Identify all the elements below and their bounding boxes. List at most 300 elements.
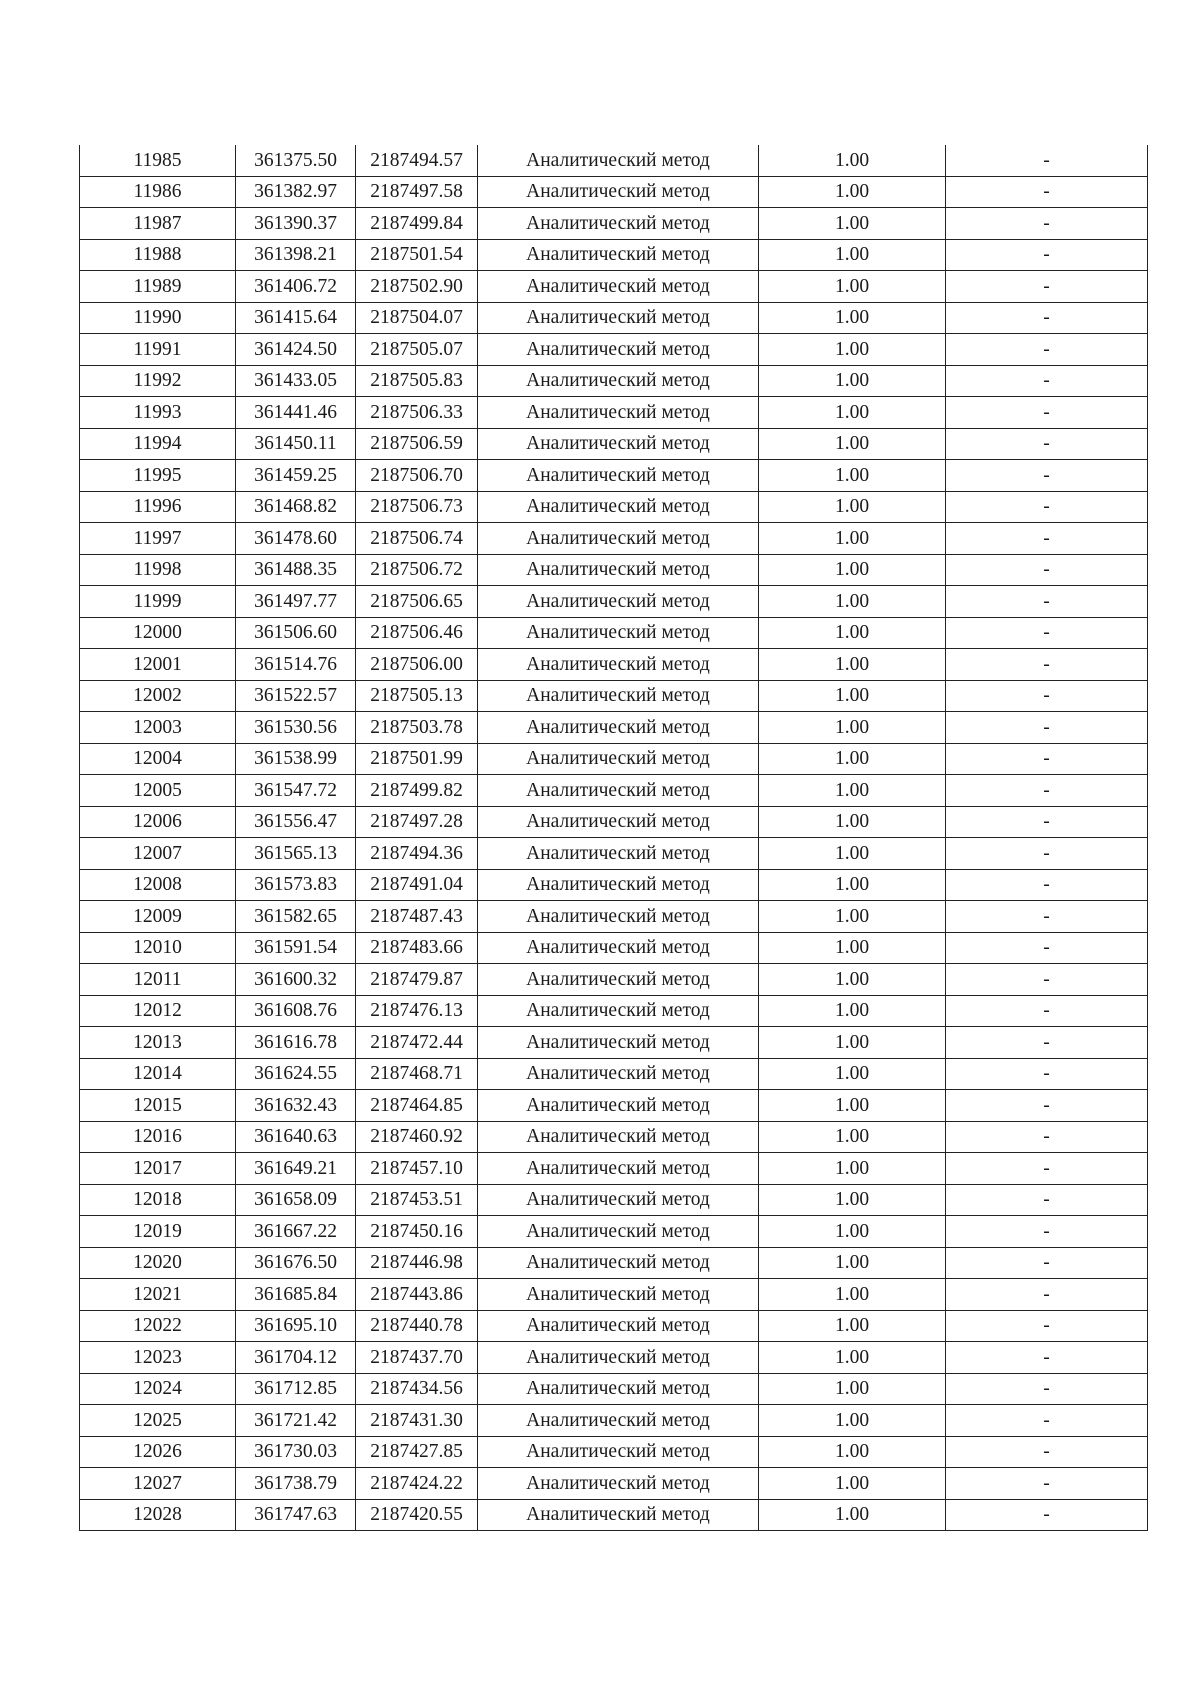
note-cell: -	[946, 208, 1148, 240]
x-coordinate-cell: 361685.84	[236, 1279, 356, 1311]
x-coordinate-cell: 361488.35	[236, 554, 356, 586]
table-row	[80, 806, 1148, 838]
method-cell: Аналитический метод	[478, 901, 759, 933]
x-coordinate-cell: 361506.60	[236, 617, 356, 649]
x-coordinate-cell: 361390.37	[236, 208, 356, 240]
x-coordinate-cell: 361406.72	[236, 271, 356, 303]
x-coordinate-cell: 361582.65	[236, 901, 356, 933]
precision-cell: 1.00	[759, 964, 946, 996]
table-row	[80, 145, 1148, 176]
method-cell: Аналитический метод	[478, 554, 759, 586]
table-row	[80, 208, 1148, 240]
point-number-cell: 12001	[80, 649, 236, 681]
x-coordinate-cell: 361649.21	[236, 1153, 356, 1185]
coordinates-table	[79, 145, 1148, 1531]
y-coordinate-cell: 2187446.98	[356, 1247, 478, 1279]
note-cell: -	[946, 743, 1148, 775]
method-cell: Аналитический метод	[478, 1247, 759, 1279]
point-number-cell: 12020	[80, 1247, 236, 1279]
point-number-cell: 12007	[80, 838, 236, 870]
precision-cell: 1.00	[759, 365, 946, 397]
point-number-cell: 11990	[80, 302, 236, 334]
method-cell: Аналитический метод	[478, 428, 759, 460]
method-cell: Аналитический метод	[478, 271, 759, 303]
point-number-cell: 12008	[80, 869, 236, 901]
note-cell: -	[946, 271, 1148, 303]
note-cell: -	[946, 1247, 1148, 1279]
note-cell: -	[946, 680, 1148, 712]
table-row	[80, 1436, 1148, 1468]
table-row	[80, 1121, 1148, 1153]
method-cell: Аналитический метод	[478, 523, 759, 555]
y-coordinate-cell: 2187483.66	[356, 932, 478, 964]
point-number-cell: 11987	[80, 208, 236, 240]
y-coordinate-cell: 2187443.86	[356, 1279, 478, 1311]
precision-cell: 1.00	[759, 460, 946, 492]
x-coordinate-cell: 361640.63	[236, 1121, 356, 1153]
x-coordinate-cell: 361433.05	[236, 365, 356, 397]
precision-cell: 1.00	[759, 1436, 946, 1468]
table-row	[80, 617, 1148, 649]
precision-cell: 1.00	[759, 176, 946, 208]
precision-cell: 1.00	[759, 838, 946, 870]
point-number-cell: 11998	[80, 554, 236, 586]
x-coordinate-cell: 361556.47	[236, 806, 356, 838]
y-coordinate-cell: 2187506.59	[356, 428, 478, 460]
y-coordinate-cell: 2187506.72	[356, 554, 478, 586]
note-cell: -	[946, 838, 1148, 870]
x-coordinate-cell: 361398.21	[236, 239, 356, 271]
note-cell: -	[946, 1310, 1148, 1342]
y-coordinate-cell: 2187476.13	[356, 995, 478, 1027]
precision-cell: 1.00	[759, 680, 946, 712]
y-coordinate-cell: 2187497.28	[356, 806, 478, 838]
note-cell: -	[946, 617, 1148, 649]
point-number-cell: 12018	[80, 1184, 236, 1216]
point-number-cell: 11986	[80, 176, 236, 208]
table-row	[80, 712, 1148, 744]
x-coordinate-cell: 361658.09	[236, 1184, 356, 1216]
x-coordinate-cell: 361738.79	[236, 1468, 356, 1500]
note-cell: -	[946, 1405, 1148, 1437]
table-row	[80, 1153, 1148, 1185]
precision-cell: 1.00	[759, 901, 946, 933]
x-coordinate-cell: 361608.76	[236, 995, 356, 1027]
method-cell: Аналитический метод	[478, 365, 759, 397]
method-cell: Аналитический метод	[478, 1058, 759, 1090]
y-coordinate-cell: 2187494.57	[356, 145, 478, 176]
y-coordinate-cell: 2187437.70	[356, 1342, 478, 1374]
table-row	[80, 932, 1148, 964]
point-number-cell: 12005	[80, 775, 236, 807]
precision-cell: 1.00	[759, 1153, 946, 1185]
precision-cell: 1.00	[759, 1027, 946, 1059]
table-row	[80, 1184, 1148, 1216]
table-row	[80, 869, 1148, 901]
note-cell: -	[946, 145, 1148, 176]
point-number-cell: 12028	[80, 1499, 236, 1531]
precision-cell: 1.00	[759, 208, 946, 240]
precision-cell: 1.00	[759, 397, 946, 429]
precision-cell: 1.00	[759, 302, 946, 334]
precision-cell: 1.00	[759, 1499, 946, 1531]
method-cell: Аналитический метод	[478, 649, 759, 681]
point-number-cell: 12003	[80, 712, 236, 744]
method-cell: Аналитический метод	[478, 838, 759, 870]
table-row	[80, 239, 1148, 271]
table-row	[80, 586, 1148, 618]
table-row	[80, 428, 1148, 460]
x-coordinate-cell: 361616.78	[236, 1027, 356, 1059]
method-cell: Аналитический метод	[478, 145, 759, 176]
note-cell: -	[946, 523, 1148, 555]
y-coordinate-cell: 2187499.84	[356, 208, 478, 240]
precision-cell: 1.00	[759, 1216, 946, 1248]
x-coordinate-cell: 361712.85	[236, 1373, 356, 1405]
y-coordinate-cell: 2187504.07	[356, 302, 478, 334]
point-number-cell: 11985	[80, 145, 236, 176]
point-number-cell: 12002	[80, 680, 236, 712]
precision-cell: 1.00	[759, 775, 946, 807]
point-number-cell: 12011	[80, 964, 236, 996]
note-cell: -	[946, 1279, 1148, 1311]
method-cell: Аналитический метод	[478, 1027, 759, 1059]
table-row	[80, 1373, 1148, 1405]
method-cell: Аналитический метод	[478, 491, 759, 523]
x-coordinate-cell: 361375.50	[236, 145, 356, 176]
point-number-cell: 12006	[80, 806, 236, 838]
method-cell: Аналитический метод	[478, 334, 759, 366]
method-cell: Аналитический метод	[478, 176, 759, 208]
note-cell: -	[946, 586, 1148, 618]
precision-cell: 1.00	[759, 1121, 946, 1153]
y-coordinate-cell: 2187440.78	[356, 1310, 478, 1342]
y-coordinate-cell: 2187431.30	[356, 1405, 478, 1437]
note-cell: -	[946, 460, 1148, 492]
y-coordinate-cell: 2187499.82	[356, 775, 478, 807]
method-cell: Аналитический метод	[478, 932, 759, 964]
note-cell: -	[946, 712, 1148, 744]
point-number-cell: 11999	[80, 586, 236, 618]
y-coordinate-cell: 2187506.73	[356, 491, 478, 523]
point-number-cell: 12017	[80, 1153, 236, 1185]
precision-cell: 1.00	[759, 712, 946, 744]
note-cell: -	[946, 775, 1148, 807]
point-number-cell: 12010	[80, 932, 236, 964]
note-cell: -	[946, 964, 1148, 996]
point-number-cell: 12009	[80, 901, 236, 933]
precision-cell: 1.00	[759, 491, 946, 523]
precision-cell: 1.00	[759, 428, 946, 460]
y-coordinate-cell: 2187497.58	[356, 176, 478, 208]
point-number-cell: 11993	[80, 397, 236, 429]
y-coordinate-cell: 2187479.87	[356, 964, 478, 996]
table-row	[80, 995, 1148, 1027]
method-cell: Аналитический метод	[478, 1090, 759, 1122]
table-row	[80, 680, 1148, 712]
note-cell: -	[946, 428, 1148, 460]
note-cell: -	[946, 932, 1148, 964]
precision-cell: 1.00	[759, 271, 946, 303]
method-cell: Аналитический метод	[478, 869, 759, 901]
x-coordinate-cell: 361632.43	[236, 1090, 356, 1122]
method-cell: Аналитический метод	[478, 743, 759, 775]
note-cell: -	[946, 1216, 1148, 1248]
table-row	[80, 838, 1148, 870]
method-cell: Аналитический метод	[478, 806, 759, 838]
method-cell: Аналитический метод	[478, 1184, 759, 1216]
x-coordinate-cell: 361514.76	[236, 649, 356, 681]
table-row	[80, 649, 1148, 681]
precision-cell: 1.00	[759, 1247, 946, 1279]
note-cell: -	[946, 806, 1148, 838]
precision-cell: 1.00	[759, 523, 946, 555]
point-number-cell: 12027	[80, 1468, 236, 1500]
precision-cell: 1.00	[759, 869, 946, 901]
y-coordinate-cell: 2187503.78	[356, 712, 478, 744]
method-cell: Аналитический метод	[478, 617, 759, 649]
method-cell: Аналитический метод	[478, 1153, 759, 1185]
x-coordinate-cell: 361624.55	[236, 1058, 356, 1090]
x-coordinate-cell: 361497.77	[236, 586, 356, 618]
method-cell: Аналитический метод	[478, 995, 759, 1027]
y-coordinate-cell: 2187505.07	[356, 334, 478, 366]
note-cell: -	[946, 365, 1148, 397]
y-coordinate-cell: 2187506.00	[356, 649, 478, 681]
table-row	[80, 1405, 1148, 1437]
note-cell: -	[946, 1184, 1148, 1216]
table-row	[80, 743, 1148, 775]
precision-cell: 1.00	[759, 932, 946, 964]
point-number-cell: 11996	[80, 491, 236, 523]
method-cell: Аналитический метод	[478, 775, 759, 807]
y-coordinate-cell: 2187494.36	[356, 838, 478, 870]
table-row	[80, 1342, 1148, 1374]
point-number-cell: 11991	[80, 334, 236, 366]
y-coordinate-cell: 2187506.65	[356, 586, 478, 618]
table-row	[80, 523, 1148, 555]
x-coordinate-cell: 361415.64	[236, 302, 356, 334]
note-cell: -	[946, 995, 1148, 1027]
note-cell: -	[946, 239, 1148, 271]
y-coordinate-cell: 2187506.74	[356, 523, 478, 555]
point-number-cell: 11997	[80, 523, 236, 555]
note-cell: -	[946, 1058, 1148, 1090]
y-coordinate-cell: 2187502.90	[356, 271, 478, 303]
x-coordinate-cell: 361591.54	[236, 932, 356, 964]
table-row	[80, 1310, 1148, 1342]
method-cell: Аналитический метод	[478, 1468, 759, 1500]
x-coordinate-cell: 361704.12	[236, 1342, 356, 1374]
precision-cell: 1.00	[759, 1058, 946, 1090]
x-coordinate-cell: 361676.50	[236, 1247, 356, 1279]
precision-cell: 1.00	[759, 806, 946, 838]
x-coordinate-cell: 361730.03	[236, 1436, 356, 1468]
y-coordinate-cell: 2187450.16	[356, 1216, 478, 1248]
precision-cell: 1.00	[759, 1184, 946, 1216]
x-coordinate-cell: 361382.97	[236, 176, 356, 208]
x-coordinate-cell: 361565.13	[236, 838, 356, 870]
note-cell: -	[946, 1436, 1148, 1468]
y-coordinate-cell: 2187464.85	[356, 1090, 478, 1122]
precision-cell: 1.00	[759, 1310, 946, 1342]
y-coordinate-cell: 2187468.71	[356, 1058, 478, 1090]
point-number-cell: 12004	[80, 743, 236, 775]
x-coordinate-cell: 361441.46	[236, 397, 356, 429]
method-cell: Аналитический метод	[478, 1342, 759, 1374]
y-coordinate-cell: 2187506.70	[356, 460, 478, 492]
method-cell: Аналитический метод	[478, 1310, 759, 1342]
y-coordinate-cell: 2187453.51	[356, 1184, 478, 1216]
table-row	[80, 176, 1148, 208]
precision-cell: 1.00	[759, 1090, 946, 1122]
precision-cell: 1.00	[759, 334, 946, 366]
note-cell: -	[946, 1499, 1148, 1531]
point-number-cell: 12016	[80, 1121, 236, 1153]
method-cell: Аналитический метод	[478, 397, 759, 429]
note-cell: -	[946, 1027, 1148, 1059]
table-row	[80, 1247, 1148, 1279]
point-number-cell: 11994	[80, 428, 236, 460]
precision-cell: 1.00	[759, 1405, 946, 1437]
note-cell: -	[946, 554, 1148, 586]
point-number-cell: 12012	[80, 995, 236, 1027]
y-coordinate-cell: 2187505.13	[356, 680, 478, 712]
table-row	[80, 1279, 1148, 1311]
x-coordinate-cell: 361450.11	[236, 428, 356, 460]
note-cell: -	[946, 1373, 1148, 1405]
precision-cell: 1.00	[759, 586, 946, 618]
y-coordinate-cell: 2187472.44	[356, 1027, 478, 1059]
method-cell: Аналитический метод	[478, 680, 759, 712]
table-row	[80, 1058, 1148, 1090]
y-coordinate-cell: 2187434.56	[356, 1373, 478, 1405]
note-cell: -	[946, 397, 1148, 429]
note-cell: -	[946, 302, 1148, 334]
method-cell: Аналитический метод	[478, 302, 759, 334]
x-coordinate-cell: 361667.22	[236, 1216, 356, 1248]
table-row	[80, 1027, 1148, 1059]
point-number-cell: 12019	[80, 1216, 236, 1248]
x-coordinate-cell: 361478.60	[236, 523, 356, 555]
y-coordinate-cell: 2187506.33	[356, 397, 478, 429]
point-number-cell: 12023	[80, 1342, 236, 1374]
precision-cell: 1.00	[759, 1342, 946, 1374]
point-number-cell: 12021	[80, 1279, 236, 1311]
method-cell: Аналитический метод	[478, 460, 759, 492]
table-row	[80, 1090, 1148, 1122]
y-coordinate-cell: 2187491.04	[356, 869, 478, 901]
precision-cell: 1.00	[759, 1468, 946, 1500]
precision-cell: 1.00	[759, 617, 946, 649]
point-number-cell: 11995	[80, 460, 236, 492]
precision-cell: 1.00	[759, 649, 946, 681]
method-cell: Аналитический метод	[478, 1279, 759, 1311]
precision-cell: 1.00	[759, 1373, 946, 1405]
method-cell: Аналитический метод	[478, 586, 759, 618]
x-coordinate-cell: 361600.32	[236, 964, 356, 996]
point-number-cell: 12022	[80, 1310, 236, 1342]
table-row	[80, 460, 1148, 492]
table-row	[80, 271, 1148, 303]
note-cell: -	[946, 1090, 1148, 1122]
y-coordinate-cell: 2187505.83	[356, 365, 478, 397]
method-cell: Аналитический метод	[478, 1405, 759, 1437]
precision-cell: 1.00	[759, 239, 946, 271]
x-coordinate-cell: 361547.72	[236, 775, 356, 807]
table-row	[80, 964, 1148, 996]
point-number-cell: 12015	[80, 1090, 236, 1122]
x-coordinate-cell: 361573.83	[236, 869, 356, 901]
table-row	[80, 901, 1148, 933]
x-coordinate-cell: 361530.56	[236, 712, 356, 744]
y-coordinate-cell: 2187420.55	[356, 1499, 478, 1531]
table-row	[80, 775, 1148, 807]
x-coordinate-cell: 361424.50	[236, 334, 356, 366]
precision-cell: 1.00	[759, 145, 946, 176]
precision-cell: 1.00	[759, 995, 946, 1027]
table-row	[80, 554, 1148, 586]
method-cell: Аналитический метод	[478, 1373, 759, 1405]
table-row	[80, 1468, 1148, 1500]
method-cell: Аналитический метод	[478, 208, 759, 240]
method-cell: Аналитический метод	[478, 1121, 759, 1153]
precision-cell: 1.00	[759, 743, 946, 775]
x-coordinate-cell: 361695.10	[236, 1310, 356, 1342]
y-coordinate-cell: 2187457.10	[356, 1153, 478, 1185]
x-coordinate-cell: 361721.42	[236, 1405, 356, 1437]
y-coordinate-cell: 2187506.46	[356, 617, 478, 649]
table-row	[80, 365, 1148, 397]
coordinates-table-body	[80, 145, 1148, 1531]
point-number-cell: 12025	[80, 1405, 236, 1437]
note-cell: -	[946, 649, 1148, 681]
point-number-cell: 12026	[80, 1436, 236, 1468]
x-coordinate-cell: 361522.57	[236, 680, 356, 712]
table-row	[80, 491, 1148, 523]
precision-cell: 1.00	[759, 1279, 946, 1311]
point-number-cell: 12000	[80, 617, 236, 649]
method-cell: Аналитический метод	[478, 239, 759, 271]
x-coordinate-cell: 361468.82	[236, 491, 356, 523]
note-cell: -	[946, 901, 1148, 933]
precision-cell: 1.00	[759, 554, 946, 586]
y-coordinate-cell: 2187427.85	[356, 1436, 478, 1468]
method-cell: Аналитический метод	[478, 1499, 759, 1531]
method-cell: Аналитический метод	[478, 1436, 759, 1468]
note-cell: -	[946, 176, 1148, 208]
y-coordinate-cell: 2187460.92	[356, 1121, 478, 1153]
note-cell: -	[946, 491, 1148, 523]
table-row	[80, 1216, 1148, 1248]
note-cell: -	[946, 869, 1148, 901]
note-cell: -	[946, 1121, 1148, 1153]
note-cell: -	[946, 1342, 1148, 1374]
note-cell: -	[946, 1468, 1148, 1500]
table-row	[80, 1499, 1148, 1531]
table-row	[80, 397, 1148, 429]
point-number-cell: 11992	[80, 365, 236, 397]
x-coordinate-cell: 361459.25	[236, 460, 356, 492]
y-coordinate-cell: 2187501.54	[356, 239, 478, 271]
method-cell: Аналитический метод	[478, 964, 759, 996]
point-number-cell: 12014	[80, 1058, 236, 1090]
table-row	[80, 302, 1148, 334]
x-coordinate-cell: 361538.99	[236, 743, 356, 775]
y-coordinate-cell: 2187424.22	[356, 1468, 478, 1500]
point-number-cell: 11989	[80, 271, 236, 303]
x-coordinate-cell: 361747.63	[236, 1499, 356, 1531]
